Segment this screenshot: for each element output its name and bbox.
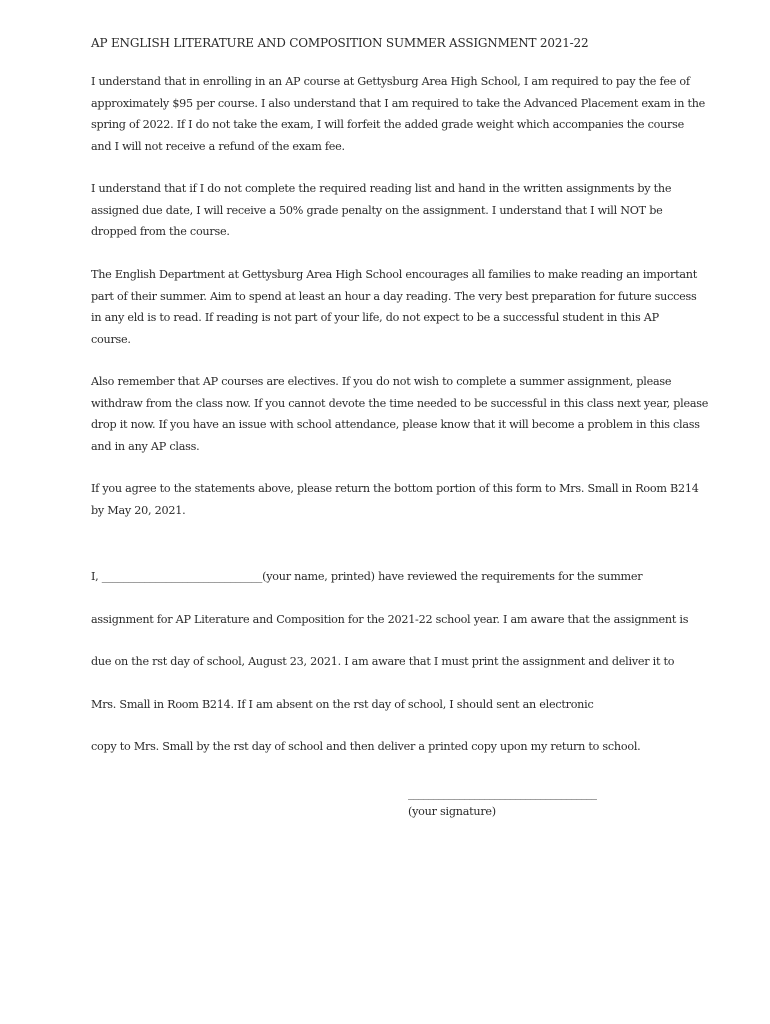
acknowledgement-line: copy to Mrs. Small by the rst day of school and then deliver a printed copy upon my return to school. <box>91 740 641 753</box>
text-line: The English Department at Gettysburg Area High School encourages all families to make reading an important <box>91 268 697 281</box>
text-line: spring of 2022. If I do not take the exam, I will forfeit the added grade weight which accompanies the course <box>91 118 685 131</box>
text-line: in any eld is to read. If reading is not part of your life, do not expect to be a successful student in this AP <box>91 311 659 324</box>
acknowledgement-line: assignment for AP Literature and Composition for the 2021-22 school year. I am aware that the assignment is <box>91 613 689 626</box>
paragraph-electives <box>91 371 709 457</box>
text-line: approximately $95 per course. I also understand that I am required to take the Advanced Placement exam in the <box>91 96 706 110</box>
paragraph-fee <box>91 71 706 157</box>
acknowledgement-line: due on the rst day of school, August 23, 2021. I am aware that I must print the assignment and deliver it to <box>91 655 675 668</box>
signature-label: (your signature) <box>408 805 496 818</box>
text-line: and in any AP class. <box>91 439 200 453</box>
text-line: by May 20, 2021. <box>91 503 186 517</box>
text-line: and I will not receive a refund of the exam fee. <box>91 139 345 153</box>
acknowledgement-line: Mrs. Small in Room B214. If I am absent on the rst day of school, I should sent an electronic <box>91 698 594 711</box>
text-line: If you agree to the statements above, please return the bottom portion of this form to Mrs. Small in Room B214 <box>91 482 699 495</box>
text-line: I understand that in enrolling in an AP course at Gettysburg Area High School, I am required to pay the fee of <box>91 75 690 88</box>
paragraph-english-department <box>91 264 697 350</box>
paragraph-return-form <box>91 478 699 521</box>
text-line: part of their summer. Aim to spend at least an hour a day reading. The very best preparation for future success <box>91 289 697 303</box>
text-line: course. <box>91 332 131 346</box>
text-line: assigned due date, I will receive a 50% grade penalty on the assignment. I understand that I will NOT be <box>91 203 663 217</box>
document-title: AP ENGLISH LITERATURE AND COMPOSITION SUMMER ASSIGNMENT 2021-22 <box>91 36 589 50</box>
text-line: drop it now. If you have an issue with school attendance, please know that it will become a problem in this class <box>91 418 700 431</box>
signature-line: _____________________________________ <box>408 787 597 800</box>
text-line: I understand that if I do not complete the required reading list and hand in the written assignments by the <box>91 182 672 195</box>
text-line: dropped from the course. <box>91 225 230 238</box>
acknowledgement-line: I, ______________________________(your name, printed) have reviewed the requirements for the summer <box>91 570 643 583</box>
text-line: withdraw from the class now. If you cannot devote the time needed to be successful in this class next year, please <box>91 396 709 410</box>
text-line: Also remember that AP courses are electives. If you do not wish to complete a summer assignment, please <box>91 375 672 388</box>
paragraph-reading-list <box>91 178 691 243</box>
